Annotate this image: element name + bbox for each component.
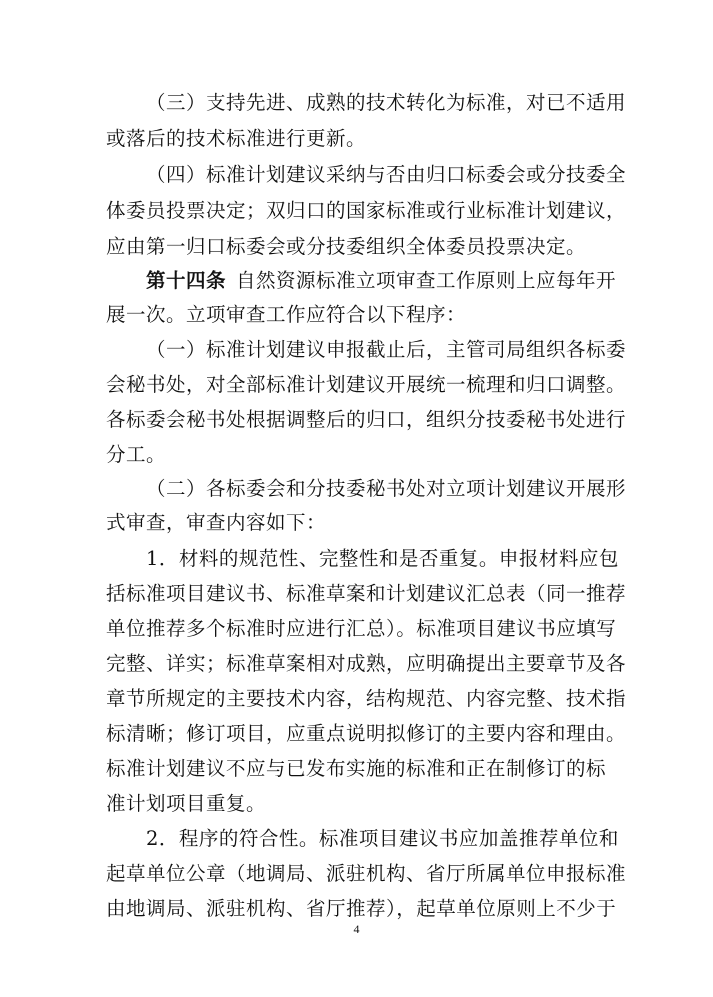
text-line: 括标准项目建议书、标准草案和计划建议汇总表（同一推荐 bbox=[106, 582, 627, 605]
text-line: （四）标准计划建议采纳与否由归口标委会或分技委全 bbox=[146, 163, 627, 186]
text-line: 展一次。立项审查工作应符合以下程序： bbox=[106, 303, 467, 326]
text-line: （三）支持先进、成熟的技术转化为标准，对已不适用 bbox=[146, 91, 627, 114]
text-line: （二）各标委会和分技委秘书处对立项计划建议开展形 bbox=[146, 477, 627, 500]
text-line: （一）标准计划建议申报截止后，主管司局组织各标委 bbox=[146, 338, 627, 361]
text-line: 体委员投票决定；双归口的国家标准或行业标准计划建议， bbox=[106, 199, 627, 222]
article-text: 自然资源标准立项审查工作原则上应每年开 bbox=[236, 269, 617, 292]
text-line: 1．材料的规范性、完整性和是否重复。申报材料应包 bbox=[146, 547, 619, 570]
text-line: 会秘书处，对全部标准计划建议开展统一梳理和归口调整。 bbox=[106, 373, 627, 396]
text-line: 单位推荐多个标准时应进行汇总）。标准项目建议书应填写 bbox=[106, 617, 617, 640]
text-line: 或落后的技术标准进行更新。 bbox=[106, 127, 367, 150]
text-line: 各标委会秘书处根据调整后的归口，组织分技委秘书处进行 bbox=[106, 408, 627, 431]
text-line: 式审查，审查内容如下： bbox=[106, 511, 327, 534]
text-line: 2．程序的符合性。标准项目建议书应加盖推荐单位和 bbox=[146, 827, 619, 850]
text-line: 由地调局、派驻机构、省厅推荐），起草单位原则上不少于 bbox=[106, 897, 617, 920]
text-line: 分工。 bbox=[106, 443, 167, 466]
text-line: 标准计划建议不应与已发布实施的标准和正在制修订的标 bbox=[106, 757, 607, 780]
text-line: 完整、详实；标准草案相对成熟，应明确提出主要章节及各 bbox=[106, 652, 627, 675]
page-number: 4 bbox=[353, 922, 360, 936]
article-number: 第十四条 bbox=[146, 269, 227, 292]
text-line: 起草单位公章（地调局、派驻机构、省厅所属单位申报标准 bbox=[106, 862, 627, 885]
text-line: 章节所规定的主要技术内容，结构规范、内容完整、技术指 bbox=[106, 687, 627, 710]
article-heading-line bbox=[146, 269, 617, 292]
text-line: 标清晰；修订项目，应重点说明拟修订的主要内容和理由。 bbox=[106, 722, 627, 745]
text-line: 准计划项目重复。 bbox=[106, 792, 267, 815]
text-line: 应由第一归口标委会或分技委组织全体委员投票决定。 bbox=[106, 235, 587, 258]
